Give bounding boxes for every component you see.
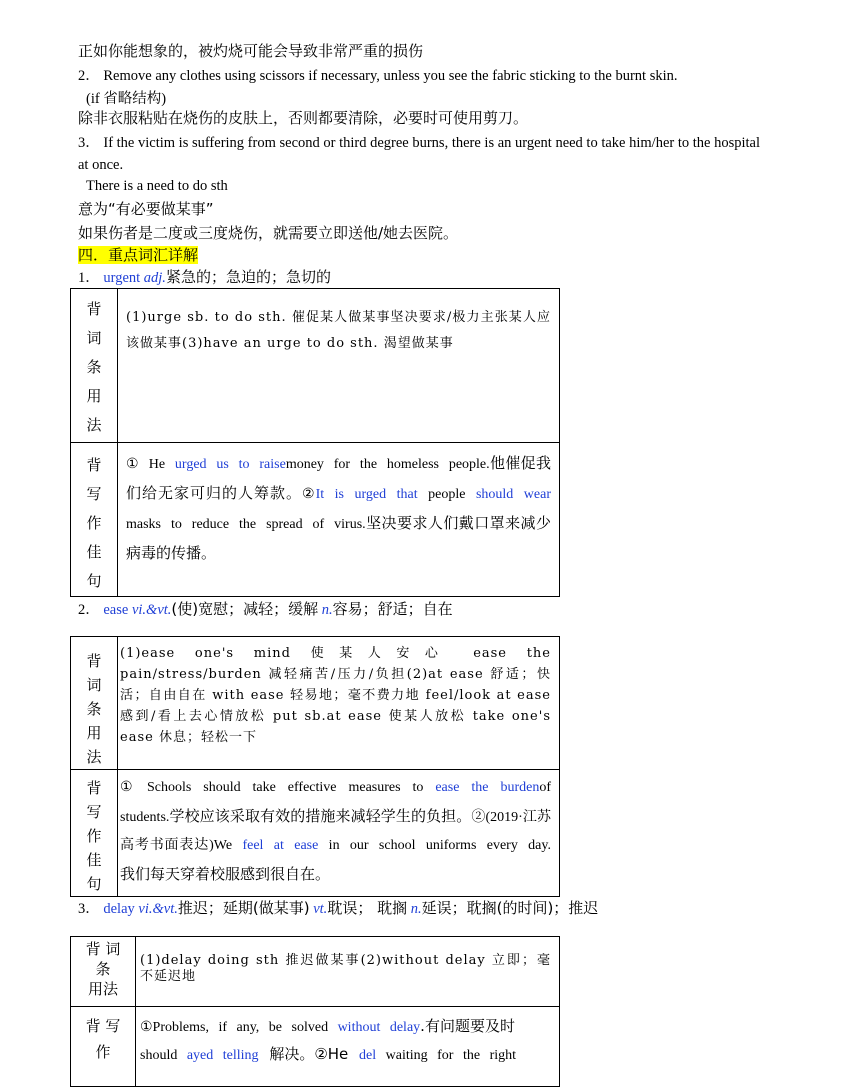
word-heading-ease: 2． ease vi.&vt.(使)宽慰；减轻；缓解 n.容易；舒适；自在 bbox=[78, 600, 453, 618]
usage-side-label: 背 词 条 用 法 bbox=[71, 289, 118, 443]
section-heading: 四．重点词汇详解 bbox=[78, 246, 199, 264]
example-cell: ① He urged us to raisemoney for the homeless people.他催促我们给无家可归的人筹款。②It is urged that people should wear masks to reduce the spread of virus.坚决要求人们戴口罩来减少病毒的传播。 bbox=[118, 443, 560, 597]
example-side-label: 背 写 作 bbox=[71, 1007, 136, 1087]
example-cell: ① Schools should take effective measures to ease the burdenof students.学校应该采取有效的措施来减轻学生的负担。②(2019·江苏高考书面表达)We feel at ease in our school uniforms every day.我们每天穿着校服感到很自在。 bbox=[118, 770, 560, 897]
usage-cell: (1)urge sb. to do sth. 催促某人做某事坚决要求/极力主张某人应该做某事(3)have an urge to do sth. 渴望做某事 bbox=[118, 289, 560, 443]
table-delay bbox=[70, 936, 560, 1087]
table-urgent bbox=[70, 288, 560, 597]
example-side-label: 背 写 作 佳 句 bbox=[71, 443, 118, 597]
usage-cell: (1)delay doing sth 推迟做某事(2)without delay 立即；毫不延迟地 bbox=[136, 937, 560, 1007]
text-line-5: 3． If the victim is suffering from second or third degree burns, there is an urgent need to take him/her to the hospital bbox=[78, 135, 760, 151]
example-side-label: 背 写 作 佳 句 bbox=[71, 770, 118, 897]
table-ease bbox=[70, 636, 560, 897]
text-line-2: 2． Remove any clothes using scissors if necessary, unless you see the fabric sticking to the burnt skin. bbox=[78, 68, 678, 84]
text-line-3: (if 省略结构) bbox=[86, 91, 167, 107]
text-line-7: There is a need to do sth bbox=[86, 178, 228, 194]
word-heading-urgent: 1． urgent adj.紧急的；急迫的；急切的 bbox=[78, 268, 331, 286]
usage-cell: (1)ease one's mind 使某人安心 ease the pain/stress/burden 减轻痛苦/压力/负担(2)at ease 舒适；快活；自由自在 with ease 轻易地；毫不费力地 feel/look at ease 感到/看上去心情放松 put sb.at ease 使某人放松 take one's ease 休息；轻松一下 bbox=[118, 637, 560, 770]
example-cell: ①Problems, if any, be solved without delay.有问题要及时 should ayed telling 解决。②He del waiting for the right bbox=[136, 1007, 560, 1087]
text-line-4: 除非衣服粘贴在烧伤的皮肤上，否则都要清除，必要时可使用剪刀。 bbox=[78, 109, 529, 127]
text-line-9: 如果伤者是二度或三度烧伤，就需要立即送他/她去医院。 bbox=[78, 224, 459, 242]
text-line-6: at once. bbox=[78, 157, 124, 173]
usage-side-label: 背 词 条 用法 bbox=[71, 937, 136, 1007]
word-heading-delay: 3． delay vi.&vt.推迟；延期(做某事) vt.耽误； 耽搁 n.延误；耽搁(的时间)；推迟 bbox=[78, 899, 599, 917]
text-line-8: 意为“有必要做某事” bbox=[78, 200, 214, 218]
usage-side-label: 背 词 条 用 法 bbox=[71, 637, 118, 770]
text-line-1: 正如你能想象的，被灼烧可能会导致非常严重的损伤 bbox=[78, 42, 424, 60]
